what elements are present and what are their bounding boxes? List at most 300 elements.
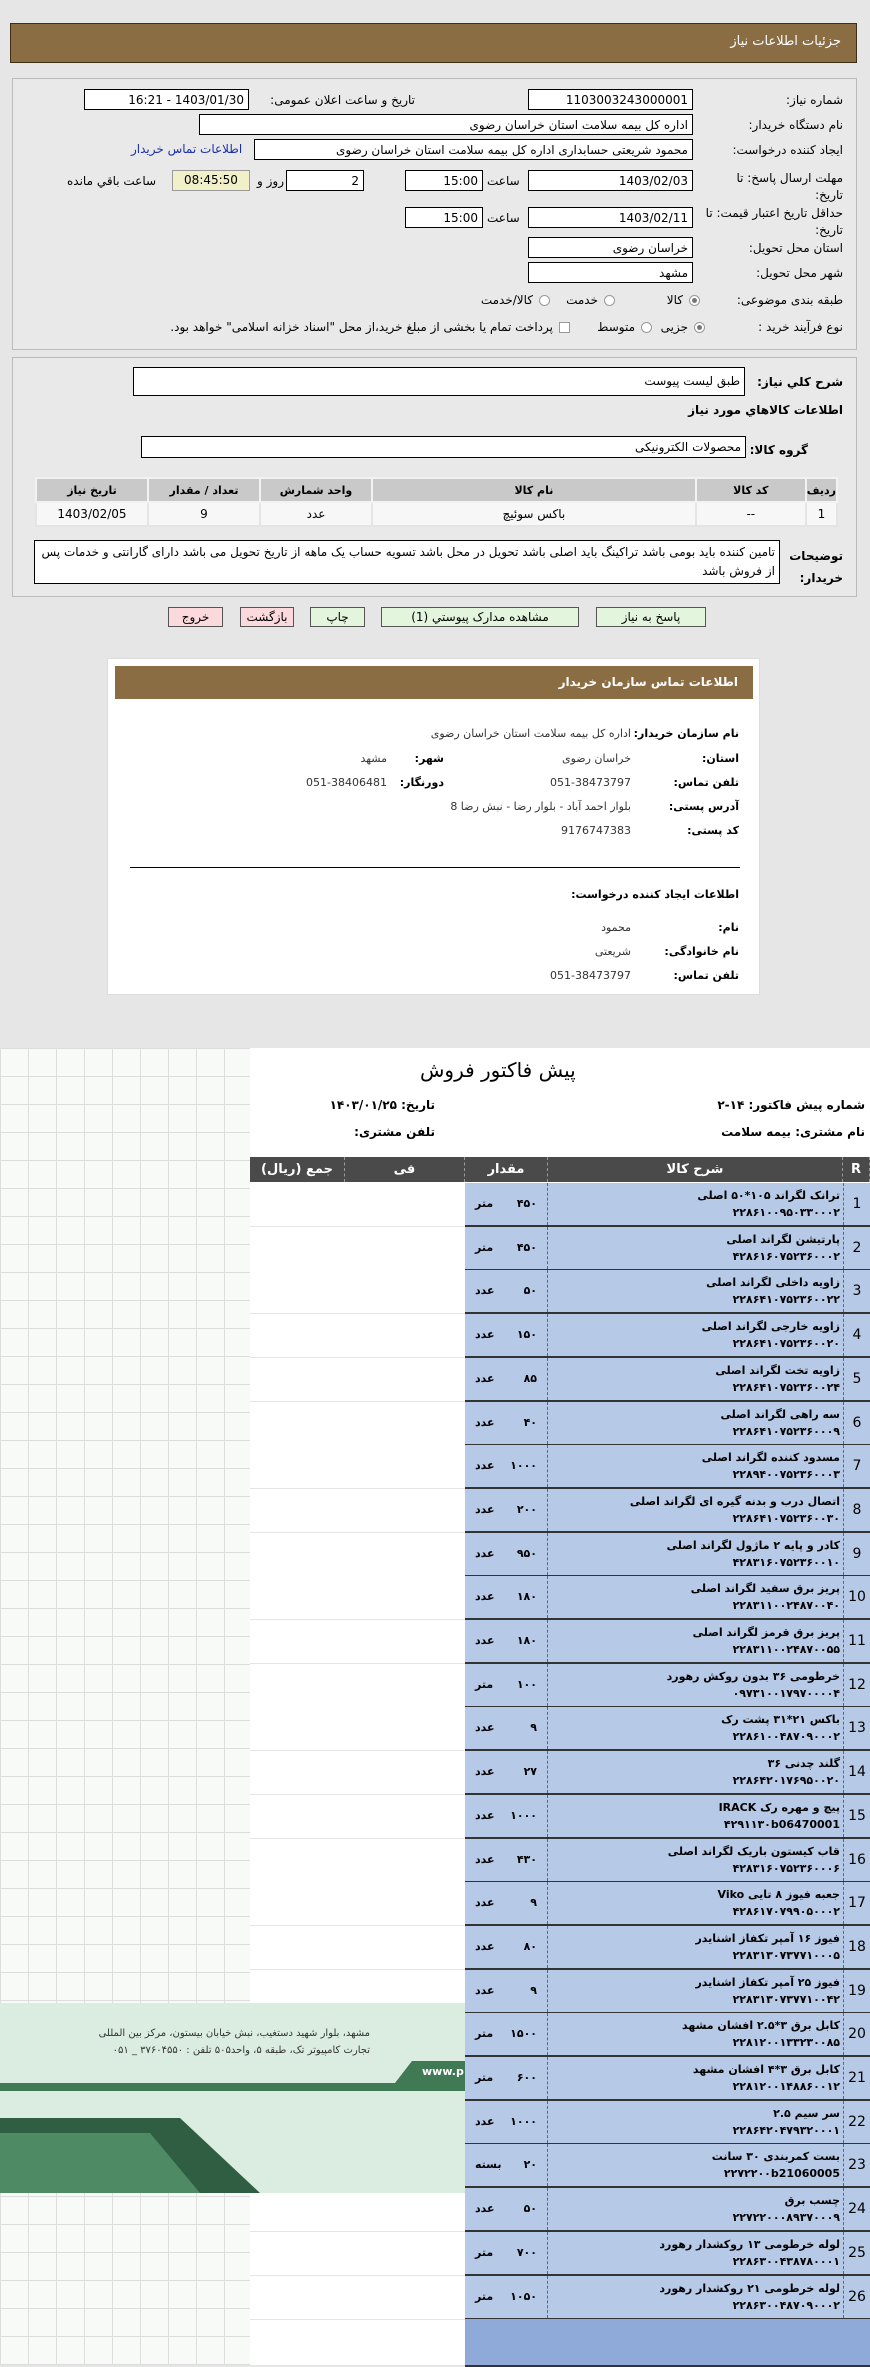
item-description	[550, 1755, 840, 1789]
row-number: 15	[843, 1795, 870, 1837]
item-quantity	[465, 1751, 548, 1793]
item-name: مسدود کننده لگراند اصلی	[701, 1451, 840, 1465]
item-code: ۲۲۸۶۳۰۰۴۸۷۰۹۰۰۰۲	[732, 2298, 840, 2312]
creator-field: محمود شریعتی حسابداری اداره کل بیمه سلامت استان خراسان رضوی	[254, 139, 693, 160]
item-code: ۲۲۸۶۴۱۰۷۵۲۳۶۰۰۲۴	[732, 1380, 840, 1394]
qty-value: ۲۰	[523, 2158, 537, 2172]
item-code: ۰۹۷۳۱۰۰۱۷۹۷۰۰۰۰۴	[732, 1686, 840, 1700]
empty-total-row	[465, 2319, 870, 2367]
invoice-row	[465, 1751, 870, 1795]
item-description	[550, 1624, 840, 1658]
qty-unit: عدد	[475, 1721, 495, 1735]
row-number: 6	[843, 1402, 870, 1444]
qty-unit: بسته	[475, 2158, 502, 2172]
item-quantity	[465, 1489, 548, 1531]
row-number: 9	[843, 1533, 870, 1575]
item-description	[550, 1362, 840, 1396]
item-description	[550, 1537, 840, 1571]
price-total-cells	[250, 1533, 465, 1577]
item-name: باکس ۲۱*۳۱ پشت رک	[721, 1713, 840, 1727]
invoice-date: تاریخ: ۱۴۰۳/۰۱/۲۵	[329, 1098, 435, 1112]
item-code: ۲۲۸۳۱۱۰۰۲۴۸۷۰۰۵۵	[732, 1643, 840, 1656]
item-code: ۴۲۸۳۱۶۰۷۵۲۳۶۰۰۱۰	[732, 1555, 840, 1569]
cell: 1	[806, 502, 837, 526]
qty-unit: عدد	[475, 1983, 495, 1997]
item-name: فیوز ۱۶ آمپر تکفاز اشنایدر	[695, 1931, 840, 1945]
goods-title: اطلاعات کالاهاي مورد نیاز	[688, 403, 843, 417]
row-number: 19	[843, 1970, 870, 2012]
cell: 1403/02/05	[36, 502, 148, 526]
row-number: 10	[843, 1576, 870, 1618]
item-code: ۲۲۸۶۱۰۰۹۵۰۳۳۰۰۰۲	[732, 1206, 840, 1219]
item-description	[550, 1406, 840, 1440]
address-line: تجارت کامپیوتر تک، طبقه ۵، واحد۵۰۵ تلفن : ۳۷۶۰۴۵۵۰ _ ۰۵۱	[112, 2045, 370, 2056]
qty-value: ۱۰۵۰	[510, 2289, 537, 2303]
creator-phone-label: تلفن تماس:	[673, 969, 739, 982]
province-value: خراسان رضوی	[561, 752, 631, 765]
price-total-cells	[250, 1882, 465, 1926]
buyer-contact-card	[107, 658, 760, 995]
announce-label: تاریخ و ساعت اعلان عمومی:	[270, 93, 415, 107]
qty-unit: عدد	[475, 1546, 495, 1560]
item-description	[550, 1668, 840, 1702]
creator-phone-value: 051-38473797	[550, 969, 631, 982]
qty-value: ۴۵۰	[516, 1197, 537, 1210]
row-number: 16	[843, 1839, 870, 1881]
qty-unit: متر	[475, 2245, 494, 2259]
row-number: 4	[843, 1314, 870, 1356]
category-label: طبقه بندی موضوعی:	[736, 293, 843, 307]
qty-value: ۱۵۰۰	[510, 2027, 537, 2041]
cell: عدد	[260, 502, 372, 526]
qty-unit: عدد	[475, 1459, 495, 1473]
cell: --	[696, 502, 806, 526]
invoice-row	[465, 1970, 870, 2014]
qty-unit: متر	[475, 2289, 494, 2303]
item-description	[550, 2192, 840, 2226]
radio-icon	[694, 322, 705, 333]
item-name: کادر و پایه ۲ ماژول لگراند اصلی	[666, 1538, 840, 1552]
qty-unit: متر	[475, 1240, 494, 1254]
row-number: 23	[843, 2144, 870, 2186]
invoice-row	[465, 1664, 870, 1708]
table-row	[36, 502, 837, 526]
invoice-row	[465, 1533, 870, 1577]
item-description	[550, 1187, 840, 1221]
treasury-checkbox[interactable]	[170, 320, 570, 334]
buyer-field: اداره کل بیمه سلامت استان خراسان رضوی	[199, 114, 693, 135]
item-quantity	[465, 2144, 548, 2186]
price-total-cells	[250, 1489, 465, 1533]
item-quantity	[465, 1795, 548, 1837]
qty-value: ۶۰۰	[516, 2071, 537, 2084]
item-quantity	[465, 2276, 548, 2318]
item-quantity	[465, 1707, 548, 1749]
item-quantity	[465, 2057, 548, 2099]
row-number: 11	[843, 1620, 870, 1662]
item-code: ۲۲۸۱۲۰۰۱۴۸۸۶۰۰۱۲	[732, 2080, 840, 2093]
price-total-cells	[250, 1795, 465, 1839]
customer-phone: تلفن مشتری:	[354, 1125, 435, 1139]
row-number: 17	[843, 1882, 870, 1924]
qty-unit: عدد	[475, 1634, 495, 1647]
qty-unit: عدد	[475, 1852, 495, 1866]
item-description	[550, 1799, 840, 1833]
qty-value: ۱۰۰	[516, 1677, 537, 1691]
price-total-cells	[250, 1445, 465, 1489]
item-name: قاب کیستون باریک لگراند اصلی	[667, 1844, 840, 1858]
invoice-row	[465, 2057, 870, 2101]
page-header	[10, 23, 857, 63]
col-unit: واحد شمارش	[260, 478, 372, 502]
item-code: ۲۲۸۶۴۱۰۷۵۲۳۶۰۰۰۹	[732, 1424, 840, 1438]
col-r: R	[843, 1157, 870, 1182]
item-description	[550, 2236, 840, 2270]
price-total-cells	[250, 1576, 465, 1620]
col-quantity: مقدار	[465, 1157, 548, 1182]
row-number: 26	[843, 2276, 870, 2318]
invoice-row	[465, 1183, 870, 1227]
category-radio-both[interactable]	[481, 293, 550, 307]
col-name: نام کالا	[372, 478, 696, 502]
item-quantity	[465, 1839, 548, 1881]
customer-name: نام مشتری: بیمه سلامت	[721, 1125, 865, 1139]
item-code: ۴۲۸۳۱۶۰۷۵۲۳۶۰۰۰۶	[732, 1861, 840, 1875]
view-documents-button[interactable]: مشاهده مدارک پیوستي (1)	[381, 607, 579, 627]
website: www.p	[422, 2065, 464, 2078]
invoice-row	[465, 1445, 870, 1489]
row-number: 2	[843, 1227, 870, 1269]
item-description	[550, 1449, 840, 1483]
price-total-cells	[250, 1839, 465, 1883]
qty-unit: عدد	[475, 1415, 495, 1429]
item-quantity	[465, 2013, 548, 2055]
qty-value: ۱۸۰	[516, 1590, 537, 1604]
org-label: نام سازمان خریدار:	[633, 727, 739, 740]
item-quantity	[465, 1926, 548, 1968]
item-name: کابل برق ۳*۲.۵ افشان مشهد	[681, 2019, 840, 2033]
row-number: 18	[843, 1926, 870, 1968]
row-number: 14	[843, 1751, 870, 1793]
checkbox-icon	[559, 322, 570, 333]
row-number: 5	[843, 1358, 870, 1400]
invoice-row	[465, 1620, 870, 1664]
deadline-time-label: ساعت	[487, 174, 520, 188]
radio-label: جزیی	[660, 320, 688, 334]
item-code: ۲۲۸۶۴۲۰۴۷۹۳۲۰۰۰۱	[732, 2123, 840, 2137]
notes-label: توضیحات خریدار:	[789, 549, 843, 585]
item-code: ۲۲۸۶۴۱۰۷۵۲۳۶۰۰۳۰	[732, 1511, 840, 1525]
cell: 9	[148, 502, 260, 526]
item-quantity	[465, 1227, 548, 1269]
price-total-cells	[250, 1402, 465, 1446]
company-banner	[0, 2003, 465, 2193]
org-value: اداره کل بیمه سلامت استان خراسان رضوی	[430, 727, 631, 740]
qty-unit: عدد	[475, 2202, 495, 2216]
postal-value: 9176747383	[561, 824, 631, 837]
validity-time-label: ساعت	[487, 211, 520, 225]
item-name: لوله خرطومی ۲۱ روکشدار رهورد	[659, 2281, 840, 2295]
goods-table	[35, 477, 838, 527]
item-name: فیوز ۲۵ آمپر تکفاز اشنایدر	[695, 1975, 840, 1989]
postal-label: کد پستی:	[687, 824, 739, 837]
group-field: محصولات الکترونیکی	[141, 436, 746, 458]
family-value: شریعتی	[594, 945, 631, 958]
qty-unit: متر	[475, 1197, 494, 1210]
qty-unit: عدد	[475, 1371, 495, 1385]
process-label: نوع فرآیند خرید :	[758, 320, 843, 334]
invoice-row	[465, 1576, 870, 1620]
qty-value: ۱۰۰۰	[510, 1459, 537, 1473]
category-radio-goods[interactable]	[667, 293, 700, 307]
qty-value: ۴۰	[523, 1415, 537, 1429]
qty-unit: عدد	[475, 1939, 495, 1953]
qty-value: ۲۰۰	[516, 1502, 537, 1516]
creator-label: ایجاد کننده درخواست:	[732, 143, 843, 157]
invoice-title: پیش فاکتور فروش	[420, 1058, 576, 1082]
qty-value: ۵۰	[523, 1284, 537, 1298]
item-description	[550, 1711, 840, 1745]
col-qty: تعداد / مقدار	[148, 478, 260, 502]
item-name: بست کمربندی ۳۰ سانت	[711, 2150, 840, 2164]
item-description	[550, 1580, 840, 1614]
process-radio-minor[interactable]	[661, 320, 705, 334]
radio-label: متوسط	[597, 320, 635, 334]
item-name: پیچ و مهره رک IRACK	[718, 1800, 840, 1814]
qty-value: ۱۰۰۰	[510, 2114, 537, 2128]
item-code: ۲۲۸۶۴۱۰۷۵۲۳۶۰۰۲۲	[732, 1293, 840, 1307]
col-row: ردیف	[806, 478, 837, 502]
item-code: ۲۲۸۶۳۰۰۴۳۸۷۸۰۰۰۱	[732, 2254, 840, 2268]
qty-value: ۵۰	[523, 2202, 537, 2216]
item-name: پریز برق سفید لگراند اصلی	[690, 1582, 840, 1596]
price-total-cells	[250, 1183, 465, 1227]
process-radio-medium[interactable]	[597, 320, 652, 334]
invoice-row	[465, 2144, 870, 2188]
qty-value: ۸۵	[523, 1371, 537, 1385]
qty-unit: عدد	[475, 1590, 495, 1604]
need-number-field: 1103003243000001	[528, 89, 693, 110]
invoice-row	[465, 1314, 870, 1358]
category-radio-service[interactable]	[566, 293, 615, 307]
back-button[interactable]: بازگشت	[240, 607, 294, 627]
item-description	[550, 2061, 840, 2095]
buyer-label: نام دستگاه خریدار:	[748, 118, 843, 132]
radio-icon	[604, 295, 615, 306]
qty-unit: عدد	[475, 1765, 495, 1779]
item-name: زاویه داخلی لگراند اصلی	[706, 1276, 840, 1290]
item-code: ۲۲۸۳۱۳۰۷۳۷۷۱۰۰۰۵	[732, 1948, 840, 1962]
qty-value: ۷۰۰	[516, 2245, 537, 2259]
price-total-cells	[250, 1664, 465, 1708]
qty-unit: عدد	[475, 1284, 495, 1298]
reply-button[interactable]: پاسخ به نیاز	[596, 607, 706, 627]
city-field: مشهد	[528, 262, 693, 283]
qty-unit: عدد	[475, 2114, 495, 2128]
qty-value: ۹	[530, 1983, 537, 1997]
item-name: گلند چدنی ۳۶	[767, 1757, 840, 1771]
province-label: استان:	[702, 752, 739, 765]
city-label: شهر:	[414, 752, 444, 765]
item-name: لوله خرطومی ۱۳ روکشدار رهورد	[659, 2237, 840, 2251]
item-code: ۲۲۷۲۲۰۰۰۸۹۳۷۰۰۰۹	[732, 2211, 840, 2225]
item-description	[550, 1231, 840, 1265]
deadline-date-field: 1403/02/03	[528, 170, 693, 191]
cell: باکس سوئیچ	[372, 502, 696, 526]
invoice-row	[465, 2188, 870, 2232]
need-number-label: شماره نیاز:	[786, 93, 843, 107]
price-total-cells	[250, 1707, 465, 1751]
invoice-row	[465, 1270, 870, 1314]
deadline-label: مهلت ارسال پاسخ: تا تاریخ:	[736, 171, 843, 202]
family-label: نام خانوادگی:	[664, 945, 739, 958]
price-total-cells	[250, 1926, 465, 1970]
qty-value: ۴۳۰	[516, 1852, 537, 1866]
row-number: 1	[843, 1183, 870, 1225]
item-quantity	[465, 1533, 548, 1575]
item-code: ۲۲۸۱۲۰۰۱۳۳۲۳۰۰۸۵	[732, 2036, 840, 2050]
item-quantity	[465, 1358, 548, 1400]
name-label: نام:	[718, 921, 739, 934]
remaining-label: ساعت باقي مانده	[67, 174, 157, 188]
price-total-cells	[250, 1314, 465, 1358]
days-label: روز و	[257, 174, 284, 188]
item-quantity	[465, 1620, 548, 1662]
item-name: ترانک لگراند ۱۰۵*۵۰ اصلی	[697, 1189, 840, 1202]
group-label: گروه کالا:	[749, 443, 808, 457]
row-number: 8	[843, 1489, 870, 1531]
item-quantity	[465, 2101, 548, 2143]
row-number: 13	[843, 1707, 870, 1749]
page-title: جزئیات اطلاعات نیاز	[730, 34, 841, 49]
item-quantity	[465, 1183, 548, 1225]
item-description	[550, 1974, 840, 2008]
qty-value: ۲۷	[523, 1765, 537, 1779]
item-code: ۲۲۸۶۴۱۰۷۵۲۳۶۰۰۲۰	[732, 1337, 840, 1351]
item-name: خرطومی ۳۶ بدون روکش رهورد	[666, 1669, 840, 1683]
print-button[interactable]: چاپ	[310, 607, 365, 627]
item-name: پارتیشن لگراند اصلی	[726, 1232, 840, 1246]
invoice-row	[465, 1227, 870, 1271]
qty-value: ۹	[530, 1896, 537, 1910]
row-number: 12	[843, 1664, 870, 1706]
item-quantity	[465, 1314, 548, 1356]
invoice-row	[465, 2101, 870, 2145]
item-quantity	[465, 1664, 548, 1706]
divider	[130, 867, 740, 868]
qty-value: ۴۵۰	[516, 1240, 537, 1254]
price-total-cells	[250, 2188, 465, 2232]
price-total-cells	[250, 1227, 465, 1271]
radio-label: خدمت	[566, 293, 598, 307]
item-quantity	[465, 1270, 548, 1312]
qty-value: ۹	[530, 1721, 537, 1735]
invoice-row	[465, 2013, 870, 2057]
item-description	[550, 1274, 840, 1308]
item-quantity	[465, 1970, 548, 2012]
treasury-note: پرداخت تمام یا بخشی از مبلغ خرید،از محل "اسناد خزانه اسلامی" خواهد بود.	[170, 320, 553, 334]
col-total: جمع (ریال)	[250, 1157, 345, 1182]
row-number: 21	[843, 2057, 870, 2099]
row-number: 20	[843, 2013, 870, 2055]
address-label: آدرس پستی:	[668, 800, 739, 813]
qty-unit: متر	[475, 1677, 494, 1691]
invoice-row	[465, 1358, 870, 1402]
row-number: 24	[843, 2188, 870, 2230]
item-quantity	[465, 1402, 548, 1444]
description-label: شرح کلي نیاز:	[757, 375, 843, 389]
price-total-cells	[250, 1751, 465, 1795]
item-code: ۴۲۹۱۱۳۰b06470001	[723, 1817, 840, 1831]
col-date: تاریخ نیاز	[36, 478, 148, 502]
row-number: 22	[843, 2101, 870, 2143]
item-name: پریز برق قرمز لگراند اصلی	[692, 1626, 840, 1639]
item-quantity	[465, 1882, 548, 1924]
validity-time-field: 15:00	[405, 207, 483, 228]
price-total-cells	[250, 2232, 465, 2276]
item-name: سر سیم ۲.۵	[773, 2106, 840, 2120]
qty-value: ۹۵۰	[516, 1546, 537, 1560]
radio-label: کالا	[666, 293, 683, 307]
price-total-cells	[250, 1620, 465, 1664]
invoice-row	[465, 1707, 870, 1751]
invoice-row	[465, 2276, 870, 2320]
creator-title: اطلاعات ایجاد کننده درخواست:	[571, 888, 739, 901]
row-number: 7	[843, 1445, 870, 1487]
item-quantity	[465, 2188, 548, 2230]
item-description	[550, 1493, 840, 1527]
item-description	[550, 1843, 840, 1877]
qty-unit: عدد	[475, 1502, 495, 1516]
item-code: ۲۲۸۳۱۱۰۰۲۴۸۷۰۰۴۰	[732, 1599, 840, 1613]
announce-field: 1403/01/30 - 16:21	[84, 89, 249, 110]
radio-icon	[539, 295, 550, 306]
qty-unit: متر	[475, 2071, 494, 2084]
radio-icon	[641, 322, 652, 333]
qty-value: ۱۸۰	[516, 1634, 537, 1647]
item-quantity	[465, 2232, 548, 2274]
qty-value: ۸۰	[523, 1939, 537, 1953]
item-code: ۲۲۸۹۴۰۰۷۵۲۳۶۰۰۰۳	[732, 1468, 840, 1482]
radio-icon	[689, 295, 700, 306]
item-name: چسب برق	[784, 2194, 840, 2208]
description-field: طبق لیست پیوست	[133, 367, 745, 396]
exit-button[interactable]: خروج	[168, 607, 223, 627]
item-code: ۲۲۸۶۴۲۰۱۷۶۹۵۰۰۲۰	[732, 1774, 840, 1788]
item-name: جعبه فیوز ۸ تایی Viko	[717, 1888, 840, 1902]
buyer-contact-link[interactable]: اطلاعات تماس خریدار	[131, 142, 243, 156]
invoice-row	[465, 1402, 870, 1446]
item-name: اتصال درب و بدنه گیره ای لگراند اصلی	[629, 1494, 840, 1508]
company-address	[40, 2025, 370, 2059]
item-name: زاویه خارجی لگراند اصلی	[701, 1320, 840, 1334]
item-quantity	[465, 1576, 548, 1618]
item-name: کابل برق ۳*۴ افشان مشهد	[692, 2063, 840, 2076]
invoice-row	[465, 1882, 870, 1926]
address-value: بلوار احمد آباد - بلوار رضا - نبش رضا 8	[450, 800, 631, 813]
remaining-time: 08:45:50	[172, 170, 250, 191]
item-description	[550, 2017, 840, 2051]
city-value: مشهد	[360, 752, 387, 765]
item-description	[550, 1886, 840, 1920]
qty-unit: عدد	[475, 1328, 495, 1342]
item-description	[550, 1318, 840, 1352]
row-number: 25	[843, 2232, 870, 2274]
radio-label: کالا/خدمت	[480, 293, 533, 307]
item-name: سه راهی لگراند اصلی	[720, 1407, 840, 1421]
invoice-number: شماره پیش فاکتور: ۱۴-۲	[717, 1098, 865, 1112]
days-field: 2	[286, 170, 364, 191]
